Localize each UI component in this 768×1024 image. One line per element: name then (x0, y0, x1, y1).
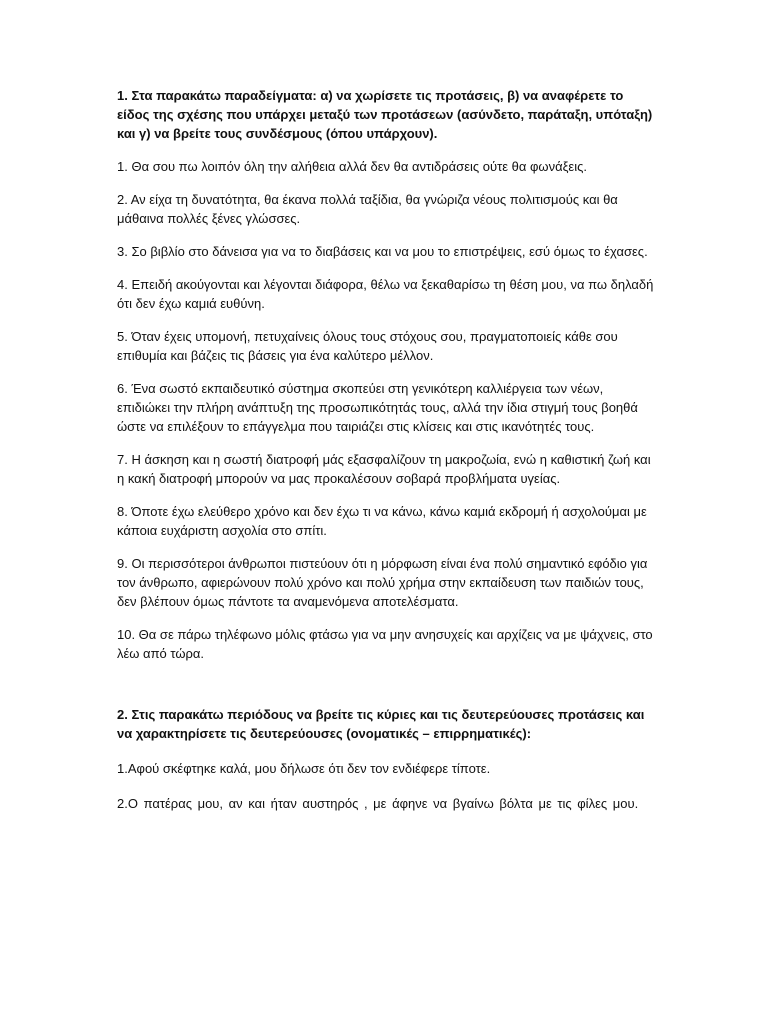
exercise-1-item-3: 3. Σο βιβλίο στο δάνεισα για να το διαβάσεις και να μου το επιστρέψεις, εσύ όμως το έχασες. (117, 244, 648, 259)
exercise-1-item-1: 1. Θα σου πω λοιπόν όλη την αλήθεια αλλά δεν θα αντιδράσεις ούτε θα φωνάξεις. (117, 159, 587, 174)
document-page (117, 86, 657, 813)
exercise-1-item-2: 2. Αν είχα τη δυνατότητα, θα έκανα πολλά ταξίδια, θα γνώριζα νέους πολιτισμούς και θα μάθαινα πολλές ξένες γλώσσες. (117, 192, 618, 226)
exercise-1-question: 1. Στα παρακάτω παραδείγματα: α) να χωρίσετε τις προτάσεις, β) να αναφέρετε το είδος της σχέσης που υπάρχει μεταξύ των προτάσεων (ασύνδετο, παράταξη, υπόταξη) και γ) να βρείτε τους συνδέσμους (όπου υπάρχουν). (117, 88, 653, 141)
exercise-1-item-10: 10. Θα σε πάρω τηλέφωνο μόλις φτάσω για να μην ανησυχείς και αρχίζεις να με ψάχνεις, στο λέω από τώρα. (117, 627, 653, 661)
exercise-1-item-8: 8. Όποτε έχω ελεύθερο χρόνο και δεν έχω τι να κάνω, κάνω καμιά εκδρομή ή ασχολούμαι με κάποια ευχάριστη ασχολία στο σπίτι. (117, 504, 647, 538)
exercise-1-item-4: 4. Επειδή ακούγονται και λέγονται διάφορα, θέλω να ξεκαθαρίσω τη θέση μου, να πω δηλαδή ότι δεν έχω καμιά ευθύνη. (117, 277, 654, 311)
exercise-2-item-2: 2.Ο πατέρας μου, αν και ήταν αυστηρός , με άφηνε να βγαίνω βόλτα με τις φίλες μου. (117, 796, 639, 811)
exercise-1-item-5: 5. Όταν έχεις υπομονή, πετυχαίνεις όλους τους στόχους σου, πραγματοποιείς κάθε σου επιθυμία και βάζεις τις βάσεις για ένα καλύτερο μέλλον. (117, 329, 618, 363)
exercise-2-question: 2. Στις παρακάτω περιόδους να βρείτε τις κύριες και τις δευτερεύουσες προτάσεις και να χαρακτηρίσετε τις δευτερεύουσες (ονοματικές – επιρρηματικές): (117, 707, 645, 741)
exercise-1-item-9: 9. Οι περισσότεροι άνθρωποι πιστεύουν ότι η μόρφωση είναι ένα πολύ σημαντικό εφόδιο για τον άνθρωπο, αφιερώνουν πολύ χρόνο και πολύ χρήμα στην εκπαίδευση των παιδιών τους, δεν βλέπουν όμως πάντοτε τα αναμενόμενα αποτελέσματα. (117, 556, 648, 609)
exercise-1-item-7: 7. Η άσκηση και η σωστή διατροφή μάς εξασφαλίζουν τη μακροζωία, ενώ η καθιστική ζωή και η κακή διατροφή μπορούν να μας προκαλέσουν σοβαρά προβλήματα υγείας. (117, 452, 651, 486)
exercise-2-item-1: 1.Αφού σκέφτηκε καλά, μου δήλωσε ότι δεν τον ενδιέφερε τίποτε. (117, 761, 491, 776)
exercise-1-item-6: 6. Ένα σωστό εκπαιδευτικό σύστημα σκοπεύει στη γενικότερη καλλιέργεια των νέων, επιδιώκει την πλήρη ανάπτυξη της προσωπικότητάς τους, αλλά την ίδια στιγμή τους βοηθά ώστε να επιλέξουν το επάγγελμα που ταιριάζει στις κλίσεις και στις ικανότητές τους. (117, 381, 638, 434)
